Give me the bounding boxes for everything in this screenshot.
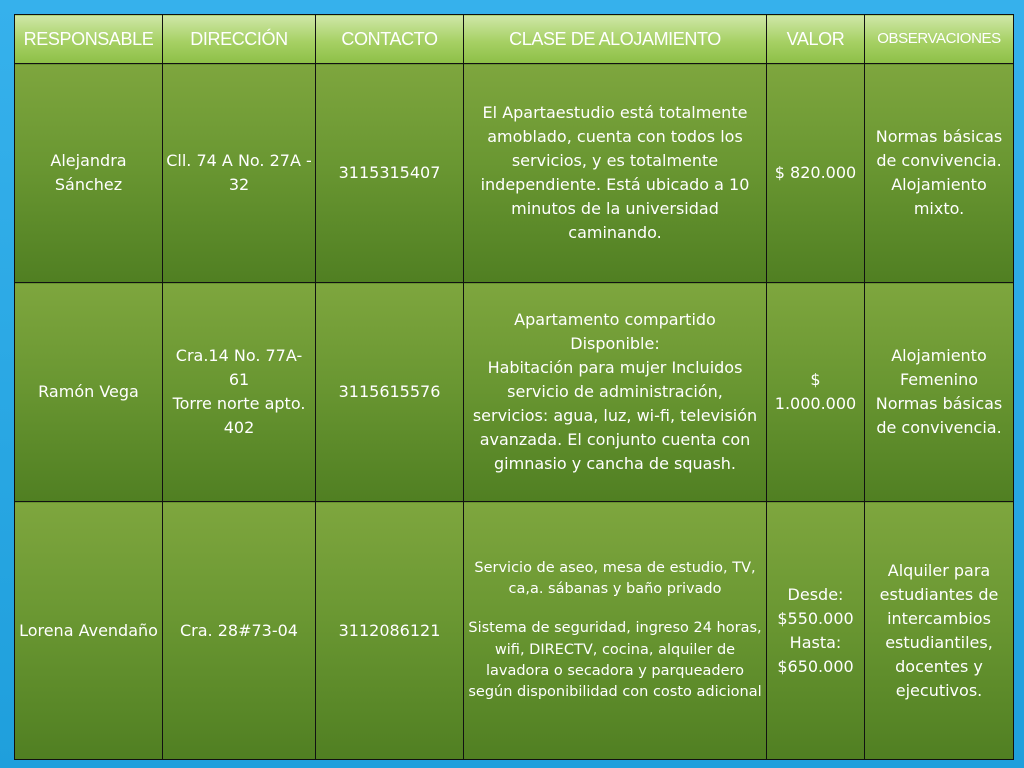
cell-valor — [767, 283, 865, 502]
phone-number: 3112086121 — [338, 620, 441, 640]
price-text: Hasta: — [789, 632, 842, 652]
observation-line: Alojamiento mixto. — [891, 175, 987, 218]
observation-line: Normas básicas de convivencia. — [875, 394, 1003, 437]
cell-responsable — [15, 64, 163, 283]
observation-line: Normas básicas de convivencia. — [875, 127, 1003, 170]
price-text: $ — [810, 370, 821, 389]
observation-line: Alquiler para estudiantes de intercambios estudiantiles, docentes y ejecutivos. — [879, 560, 999, 700]
phone-number: 3115615576 — [338, 382, 441, 401]
address-text: Cll. 74 A No. 27A - 32 — [166, 151, 312, 194]
responsable-name: Alejandra Sánchez — [50, 151, 127, 194]
table-row — [15, 283, 1014, 502]
price-text: Desde: — [787, 584, 844, 604]
address-text: Cra. 28#73-04 — [180, 620, 298, 640]
cell-contacto — [316, 283, 464, 502]
header-row — [15, 15, 1014, 64]
responsable-name: Ramón Vega — [38, 382, 139, 401]
header-clase-alojamiento: CLASE DE ALOJAMIENTO — [464, 15, 767, 64]
lodging-table — [14, 14, 1014, 760]
header-direccion: DIRECCIÓN — [163, 15, 316, 64]
lodging-description: Disponible: — [570, 334, 660, 353]
price-text: 1.000.000 — [774, 394, 857, 413]
cell-responsable — [15, 502, 163, 760]
cell-direccion — [163, 502, 316, 760]
lodging-description: Habitación para mujer Incluidos servicio de administración, servicios: agua, luz, wi-fi, televisión avanzada. El conjunto cuenta con gimnasio y cancha de squash. — [472, 358, 758, 473]
cell-contacto — [316, 502, 464, 760]
price-text: $ 820.000 — [774, 163, 857, 182]
lodging-description: Apartamento compartido — [514, 310, 716, 329]
cell-responsable — [15, 283, 163, 502]
header-contacto: CONTACTO — [316, 15, 464, 64]
cell-direccion — [163, 64, 316, 283]
cell-clase-alojamiento — [464, 502, 767, 760]
lodging-description: El Apartaestudio está totalmente amoblado, cuenta con todos los servicios, y es totalmente independiente. Está ubicado a 10 minutos de la universidad caminando. — [480, 103, 750, 242]
cell-valor — [767, 64, 865, 283]
lodging-description: Sistema de seguridad, ingreso 24 horas, wifi, DIRECTV, cocina, alquiler de lavadora o secadora y parqueadero según disponibilidad con costo adicional — [468, 620, 762, 700]
cell-valor — [767, 502, 865, 760]
address-text: Torre norte apto. 402 — [172, 394, 306, 437]
observation-line: Alojamiento Femenino — [891, 346, 987, 389]
table-row — [15, 502, 1014, 760]
cell-direccion — [163, 283, 316, 502]
address-text: Cra.14 No. 77A-61 — [175, 346, 303, 389]
responsable-name: Lorena Avendaño — [19, 620, 158, 640]
phone-number: 3115315407 — [338, 163, 441, 182]
header-valor: VALOR — [767, 15, 865, 64]
lodging-description: Servicio de aseo, mesa de estudio, TV, ca,a. sábanas y baño privado — [474, 560, 756, 598]
price-text: $550.000 — [777, 608, 854, 628]
cell-observaciones — [865, 64, 1014, 283]
header-responsable: RESPONSABLE — [15, 15, 163, 64]
cell-observaciones — [865, 502, 1014, 760]
table-row — [15, 64, 1014, 283]
price-text: $650.000 — [777, 656, 854, 676]
cell-clase-alojamiento — [464, 64, 767, 283]
cell-contacto — [316, 64, 464, 283]
cell-clase-alojamiento — [464, 283, 767, 502]
cell-observaciones — [865, 283, 1014, 502]
header-observaciones: OBSERVACIONES — [865, 15, 1014, 64]
